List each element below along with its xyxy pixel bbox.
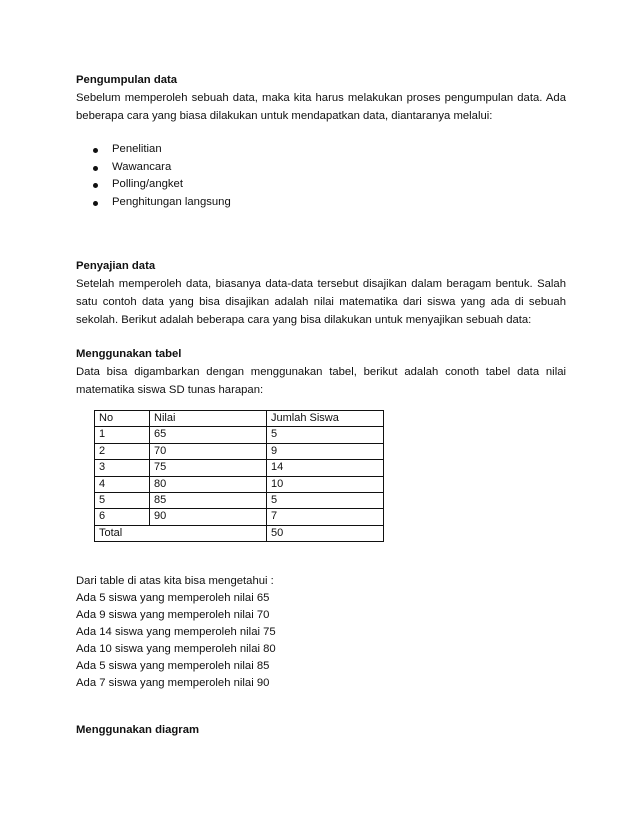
section-heading: Pengumpulan data: [76, 74, 178, 86]
table-row: [95, 460, 384, 476]
table-cell: 4: [95, 476, 150, 492]
bullet-text: Penghitungan langsung: [112, 195, 231, 208]
table-total-row: [95, 525, 384, 541]
section-paragraph: Sebelum memperoleh sebuah data, maka kita harus melakukan proses pengumpulan data. Ada beberapa cara yang biasa dilakukan untuk mendapatkan data, diantaranya melalui:: [76, 92, 566, 122]
table-cell: 65: [150, 427, 267, 443]
fact-line: Ada 5 siswa yang memperoleh nilai 85: [76, 660, 270, 673]
document-page: [76, 71, 566, 739]
table-cell: 3: [95, 460, 150, 476]
table-header-cell: Jumlah Siswa: [267, 411, 384, 427]
bullet-item: [76, 176, 566, 194]
section-menggunakan-diagram: [76, 721, 566, 739]
bullet-list: [76, 141, 566, 211]
bullet-item: [76, 141, 566, 159]
table-cell: 10: [267, 476, 384, 492]
table-row: [95, 443, 384, 459]
table-cell: 5: [95, 493, 150, 509]
bullet-icon: [93, 183, 98, 188]
table-header-row: [95, 411, 384, 427]
bullet-icon: [93, 148, 98, 153]
table-cell: 5: [267, 493, 384, 509]
table-row: [95, 493, 384, 509]
table-cell: 80: [150, 476, 267, 492]
table-cell: 7: [267, 509, 384, 525]
table-header-cell: Nilai: [150, 411, 267, 427]
fact-line: Ada 5 siswa yang memperoleh nilai 65: [76, 592, 270, 605]
table-row: [95, 427, 384, 443]
facts-list: [76, 573, 566, 692]
table-cell: 75: [150, 460, 267, 476]
table-cell: 1: [95, 427, 150, 443]
nilai-table: [94, 410, 384, 542]
table-cell: 85: [150, 493, 267, 509]
table-cell: 9: [267, 443, 384, 459]
bullet-text: Polling/angket: [112, 178, 183, 190]
bullet-item: [76, 194, 566, 212]
bullet-icon: [93, 166, 98, 171]
table-cell: 6: [95, 509, 150, 525]
section-paragraph: Data bisa digambarkan dengan menggunakan tabel, berikut adalah conoth tabel data nilai matematika siswa SD tunas harapan:: [76, 366, 566, 396]
fact-line: Ada 9 siswa yang memperoleh nilai 70: [76, 609, 270, 622]
table-cell: 90: [150, 509, 267, 525]
table-total-value: 50: [267, 525, 384, 541]
section-heading: Penyajian data: [76, 260, 156, 272]
table-header-cell: No: [95, 411, 150, 427]
table-row: [95, 509, 384, 525]
section-pengumpulan-data: [76, 71, 566, 211]
fact-line: Ada 10 siswa yang memperoleh nilai 80: [76, 643, 276, 656]
section-penyajian-data: [76, 257, 566, 329]
fact-line: Ada 14 siswa yang memperoleh nilai 75: [76, 626, 276, 639]
table-total-label: Total: [95, 525, 267, 541]
table-cell: 70: [150, 443, 267, 459]
section-heading: Menggunakan tabel: [76, 348, 182, 360]
bullet-icon: [93, 201, 98, 206]
section-paragraph: Setelah memperoleh data, biasanya data-data tersebut disajikan dalam beragam bentuk. Salah satu contoh data yang bisa disajikan adalah nilai matematika dari siswa yang ada di sebuah sekolah. Berikut adalah beberapa cara yang bisa dilakukan untuk menyajikan sebuah data:: [76, 278, 566, 326]
fact-line: Dari table di atas kita bisa mengetahui :: [76, 575, 274, 588]
section-menggunakan-tabel: [76, 345, 566, 692]
table-cell: 14: [267, 460, 384, 476]
fact-line: Ada 7 siswa yang memperoleh nilai 90: [76, 677, 270, 690]
bullet-text: Penelitian: [112, 143, 162, 155]
bullet-text: Wawancara: [112, 160, 172, 173]
table-cell: 5: [267, 427, 384, 443]
section-heading: Menggunakan diagram: [76, 724, 200, 737]
table-row: [95, 476, 384, 492]
table-cell: 2: [95, 443, 150, 459]
bullet-item: [76, 159, 566, 177]
